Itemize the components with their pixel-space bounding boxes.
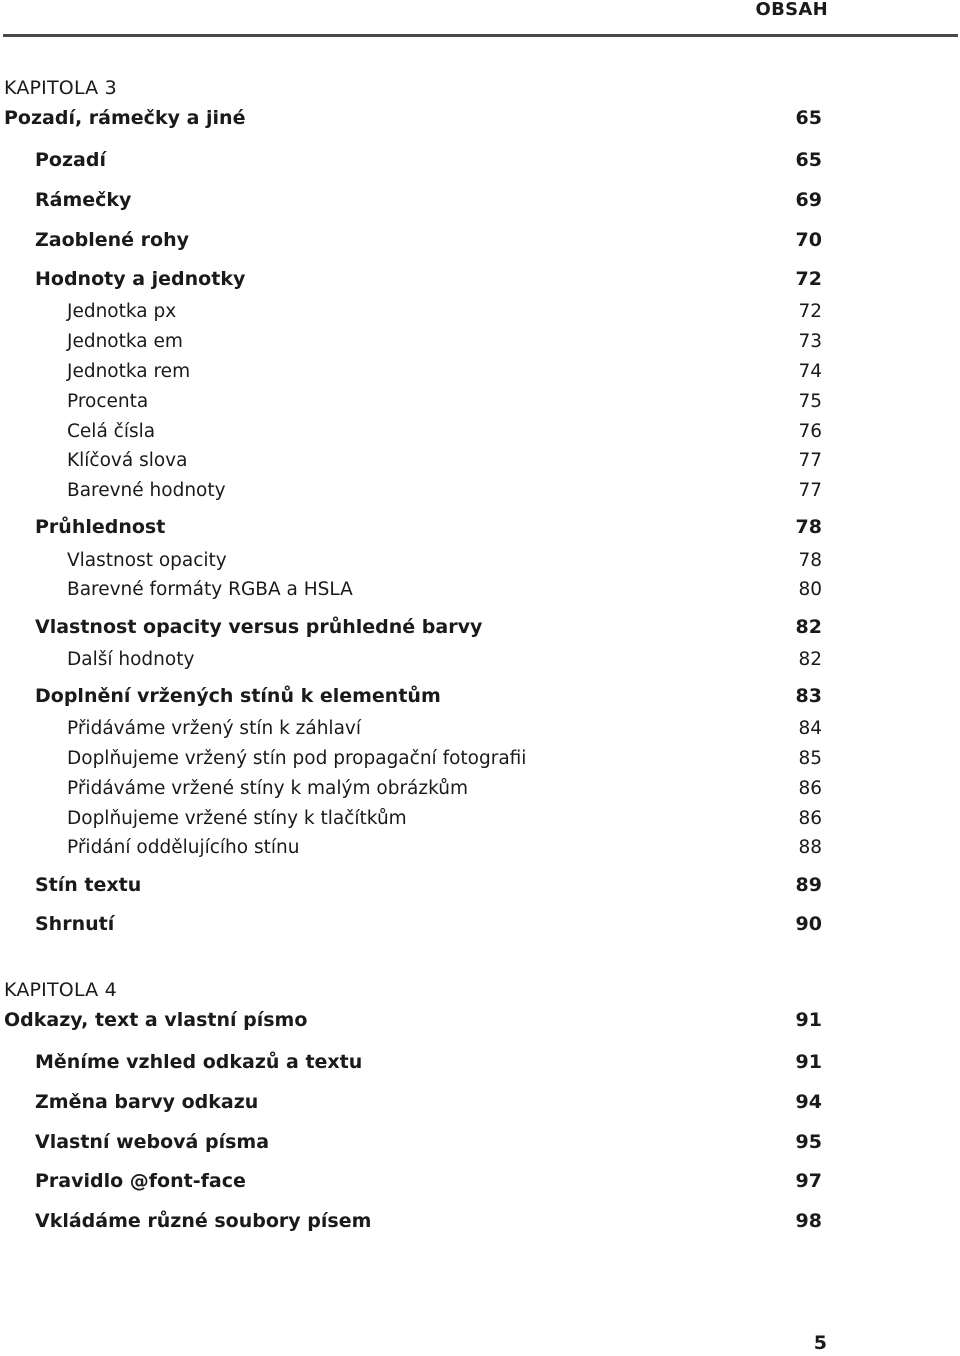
toc-subsection-title: Doplňujeme vržené stíny k tlačítkům (67, 808, 407, 829)
toc-section-entry[interactable] (0, 229, 822, 251)
toc-subsection-entry[interactable] (0, 748, 822, 769)
toc-subsection-title: Procenta (67, 391, 149, 412)
toc-page-number: 72 (795, 268, 822, 290)
toc-page-number: 75 (798, 391, 822, 412)
toc-subsection-title: Doplňujeme vržený stín pod propagační fotografii (67, 748, 527, 769)
toc-page-number: 91 (795, 1009, 822, 1031)
toc-page-number: 76 (798, 421, 822, 442)
header-divider (3, 34, 958, 37)
toc-page-number: 78 (795, 516, 822, 538)
toc-subsection-title: Jednotka em (67, 331, 183, 352)
toc-subsection-entry[interactable] (0, 778, 822, 799)
toc-subsection-entry[interactable] (0, 450, 822, 471)
toc-section-title: Stín textu (35, 874, 142, 896)
toc-page-number: 74 (798, 361, 822, 382)
toc-subsection-title: Barevné formáty RGBA a HSLA (67, 579, 353, 600)
toc-chapter-entry[interactable] (0, 107, 822, 129)
toc-page-number: 88 (798, 837, 822, 858)
toc-page-number: 69 (795, 189, 822, 211)
toc-section-entry[interactable] (0, 268, 822, 290)
toc-page-number: 84 (798, 718, 822, 739)
toc-chapter-title: Odkazy, text a vlastní písmo (4, 1009, 308, 1031)
toc-section-title: Změna barvy odkazu (35, 1091, 259, 1113)
toc-section-title: Vkládáme různé soubory písem (35, 1210, 372, 1232)
toc-subsection-title: Přidáváme vržený stín k záhlaví (67, 718, 361, 739)
toc-subsection-entry[interactable] (0, 837, 822, 858)
toc-subsection-title: Vlastnost opacity (67, 550, 227, 571)
toc-subsection-title: Klíčová slova (67, 450, 188, 471)
chapter-label: KAPITOLA 4 (4, 979, 117, 1001)
toc-subsection-title: Přidání oddělujícího stínu (67, 837, 300, 858)
toc-subsection-entry[interactable] (0, 391, 822, 412)
toc-section-entry[interactable] (0, 874, 822, 896)
toc-page-number: 78 (798, 550, 822, 571)
toc-section-entry[interactable] (0, 685, 822, 707)
page-number: 5 (813, 1332, 827, 1354)
toc-page-number: 65 (795, 107, 822, 129)
toc-subsection-entry[interactable] (0, 579, 822, 600)
toc-subsection-title: Další hodnoty (67, 649, 195, 670)
toc-page-number: 86 (798, 778, 822, 799)
chapter-label: KAPITOLA 3 (4, 77, 117, 99)
toc-section-entry[interactable] (0, 1091, 822, 1113)
toc-chapter-title: Pozadí, rámečky a jiné (4, 107, 246, 129)
toc-section-entry[interactable] (0, 1131, 822, 1153)
toc-section-title: Vlastnost opacity versus průhledné barvy (35, 616, 483, 638)
toc-page-number: 89 (795, 874, 822, 896)
toc-section-title: Hodnoty a jednotky (35, 268, 246, 290)
toc-subsection-title: Jednotka px (67, 301, 177, 322)
toc-subsection-entry[interactable] (0, 480, 822, 501)
toc-subsection-title: Jednotka rem (67, 361, 191, 382)
toc-section-entry[interactable] (0, 149, 822, 171)
running-header: OBSAH (755, 0, 828, 20)
toc-subsection-entry[interactable] (0, 808, 822, 829)
toc-subsection-entry[interactable] (0, 421, 822, 442)
toc-page-number: 85 (798, 748, 822, 769)
toc-section-title: Vlastní webová písma (35, 1131, 270, 1153)
toc-page-number: 73 (798, 331, 822, 352)
toc-page-number: 82 (795, 616, 822, 638)
toc-subsection-entry[interactable] (0, 361, 822, 382)
toc-section-entry[interactable] (0, 1051, 822, 1073)
toc-page-number: 80 (798, 579, 822, 600)
toc-section-title: Rámečky (35, 189, 132, 211)
toc-page-number: 77 (798, 450, 822, 471)
toc-page-number: 83 (795, 685, 822, 707)
toc-page-number: 97 (795, 1170, 822, 1192)
toc-subsection-title: Přidáváme vržené stíny k malým obrázkům (67, 778, 468, 799)
toc-section-title: Měníme vzhled odkazů a textu (35, 1051, 363, 1073)
toc-subsection-entry[interactable] (0, 649, 822, 670)
toc-page-number: 72 (798, 301, 822, 322)
toc-subsection-entry[interactable] (0, 301, 822, 322)
toc-section-entry[interactable] (0, 516, 822, 538)
toc-section-entry[interactable] (0, 616, 822, 638)
toc-subsection-title: Barevné hodnoty (67, 480, 226, 501)
toc-subsection-entry[interactable] (0, 718, 822, 739)
toc-section-title: Shrnutí (35, 913, 115, 935)
toc-page-number: 77 (798, 480, 822, 501)
toc-section-title: Pravidlo @font-face (35, 1170, 246, 1192)
toc-page-number: 65 (795, 149, 822, 171)
toc-page-number: 90 (795, 913, 822, 935)
toc-page-number: 86 (798, 808, 822, 829)
toc-section-title: Pozadí (35, 149, 106, 171)
toc-chapter-entry[interactable] (0, 1009, 822, 1031)
toc-section-title: Zaoblené rohy (35, 229, 190, 251)
toc-page-number: 70 (795, 229, 822, 251)
toc-section-entry[interactable] (0, 189, 822, 211)
toc-subsection-entry[interactable] (0, 331, 822, 352)
toc-section-entry[interactable] (0, 1210, 822, 1232)
toc-subsection-entry[interactable] (0, 550, 822, 571)
toc-page-number: 82 (798, 649, 822, 670)
toc-subsection-title: Celá čísla (67, 421, 156, 442)
toc-page-number: 94 (795, 1091, 822, 1113)
toc-page-number: 95 (795, 1131, 822, 1153)
toc-section-entry[interactable] (0, 1170, 822, 1192)
toc-section-title: Doplnění vržených stínů k elementům (35, 685, 441, 707)
toc-section-title: Průhlednost (35, 516, 166, 538)
toc-page-number: 91 (795, 1051, 822, 1073)
toc-section-entry[interactable] (0, 913, 822, 935)
toc-page-number: 98 (795, 1210, 822, 1232)
